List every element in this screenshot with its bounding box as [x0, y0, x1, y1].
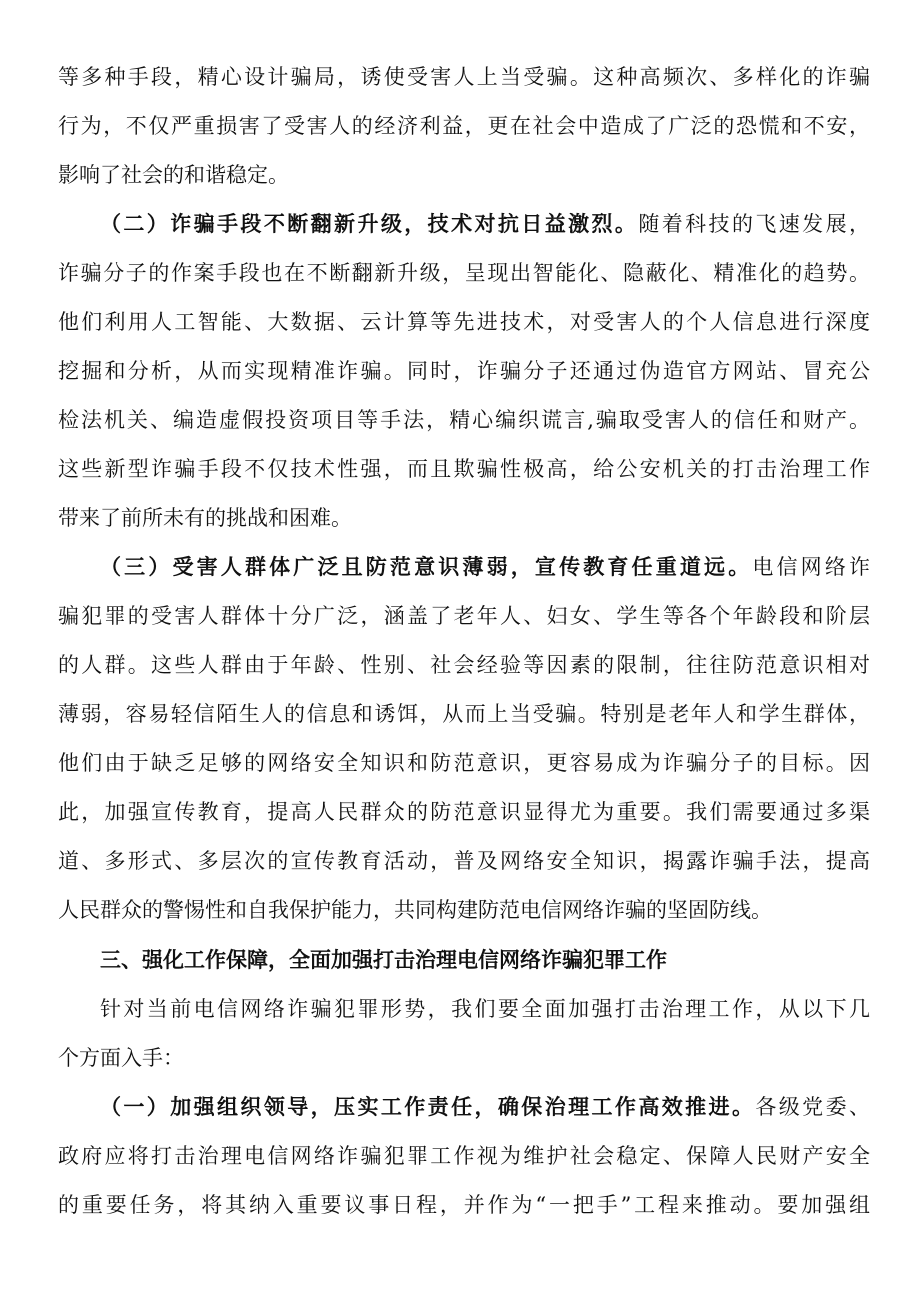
paragraph-line: 诈骗分子的作案手段也在不断翻新升级，呈现出智能化、隐蔽化、精准化的趋势。	[58, 261, 870, 285]
paragraph-line: 这些新型诈骗手段不仅技术性强，而且欺骗性极高，给公安机关的打击治理工作	[58, 457, 870, 481]
paragraph-line: 他们利用人工智能、大数据、云计算等先进技术，对受害人的个人信息进行深度	[58, 310, 870, 334]
paragraph-line: 个方面入手：	[58, 1046, 184, 1070]
paragraph-line: 的重要任务，将其纳入重要议事日程，并作为“一把手”工程来推动。要加强组	[58, 1193, 870, 1217]
subheading-bold-text: （一）加强组织领导，压实工作责任，确保治理工作高效推进。	[100, 1094, 756, 1119]
subheading-bold-text: （三）受害人群体广泛且防范意识薄弱，宣传教育任重道远。	[100, 554, 753, 579]
paragraph-line: 人民群众的警惕性和自我保护能力，共同构建防范电信网络诈骗的坚固防线。	[58, 898, 772, 922]
paragraph-line: 影响了社会的和谐稳定。	[58, 163, 289, 187]
subheading-line: （三）受害人群体广泛且防范意识薄弱，宣传教育任重道远。电信网络诈	[100, 554, 870, 579]
paragraph-line: 检法机关、编造虚假投资项目等手法，精心编织谎言,骗取受害人的信任和财产。	[58, 408, 870, 432]
paragraph-line: 针对当前电信网络诈骗犯罪形势，我们要全面加强打击治理工作，从以下几	[100, 997, 870, 1021]
subheading-line: （一）加强组织领导，压实工作责任，确保治理工作高效推进。各级党委、	[100, 1094, 870, 1119]
section-heading: 三、强化工作保障，全面加强打击治理电信网络诈骗犯罪工作	[100, 948, 667, 972]
subheading-bold-text: （二）诈骗手段不断翻新升级，技术对抗日益激烈。	[100, 211, 639, 236]
paragraph-line: 行为，不仅严重损害了受害人的经济利益，更在社会中造成了广泛的恐慌和不安，	[58, 114, 870, 138]
paragraph-line: 的人群。这些人群由于年龄、性别、社会经验等因素的限制，往往防范意识相对	[58, 653, 870, 677]
paragraph-line: 骗犯罪的受害人群体十分广泛，涵盖了老年人、妇女、学生等各个年龄段和阶层	[58, 604, 870, 628]
paragraph-line: 薄弱，容易轻信陌生人的信息和诱饵，从而上当受骗。特别是老年人和学生群体，	[58, 702, 870, 726]
paragraph-line: 此，加强宣传教育，提高人民群众的防范意识显得尤为重要。我们需要通过多渠	[58, 800, 870, 824]
subheading-line: （二）诈骗手段不断翻新升级，技术对抗日益激烈。随着科技的飞速发展，	[100, 211, 870, 236]
paragraph-line: 他们由于缺乏足够的网络安全知识和防范意识，更容易成为诈骗分子的目标。因	[58, 751, 870, 775]
paragraph-line: 道、多形式、多层次的宣传教育活动，普及网络安全知识，揭露诈骗手法，提高	[58, 849, 870, 873]
paragraph-line: 挖掘和分析，从而实现精准诈骗。同时，诈骗分子还通过伪造官方网站、冒充公	[58, 359, 870, 383]
paragraph-line: 政府应将打击治理电信网络诈骗犯罪工作视为维护社会稳定、保障人民财产安全	[58, 1144, 870, 1168]
paragraph-line: 等多种手段，精心设计骗局，诱使受害人上当受骗。这种高频次、多样化的诈骗	[58, 65, 870, 89]
paragraph-line: 带来了前所未有的挑战和困难。	[58, 506, 352, 530]
